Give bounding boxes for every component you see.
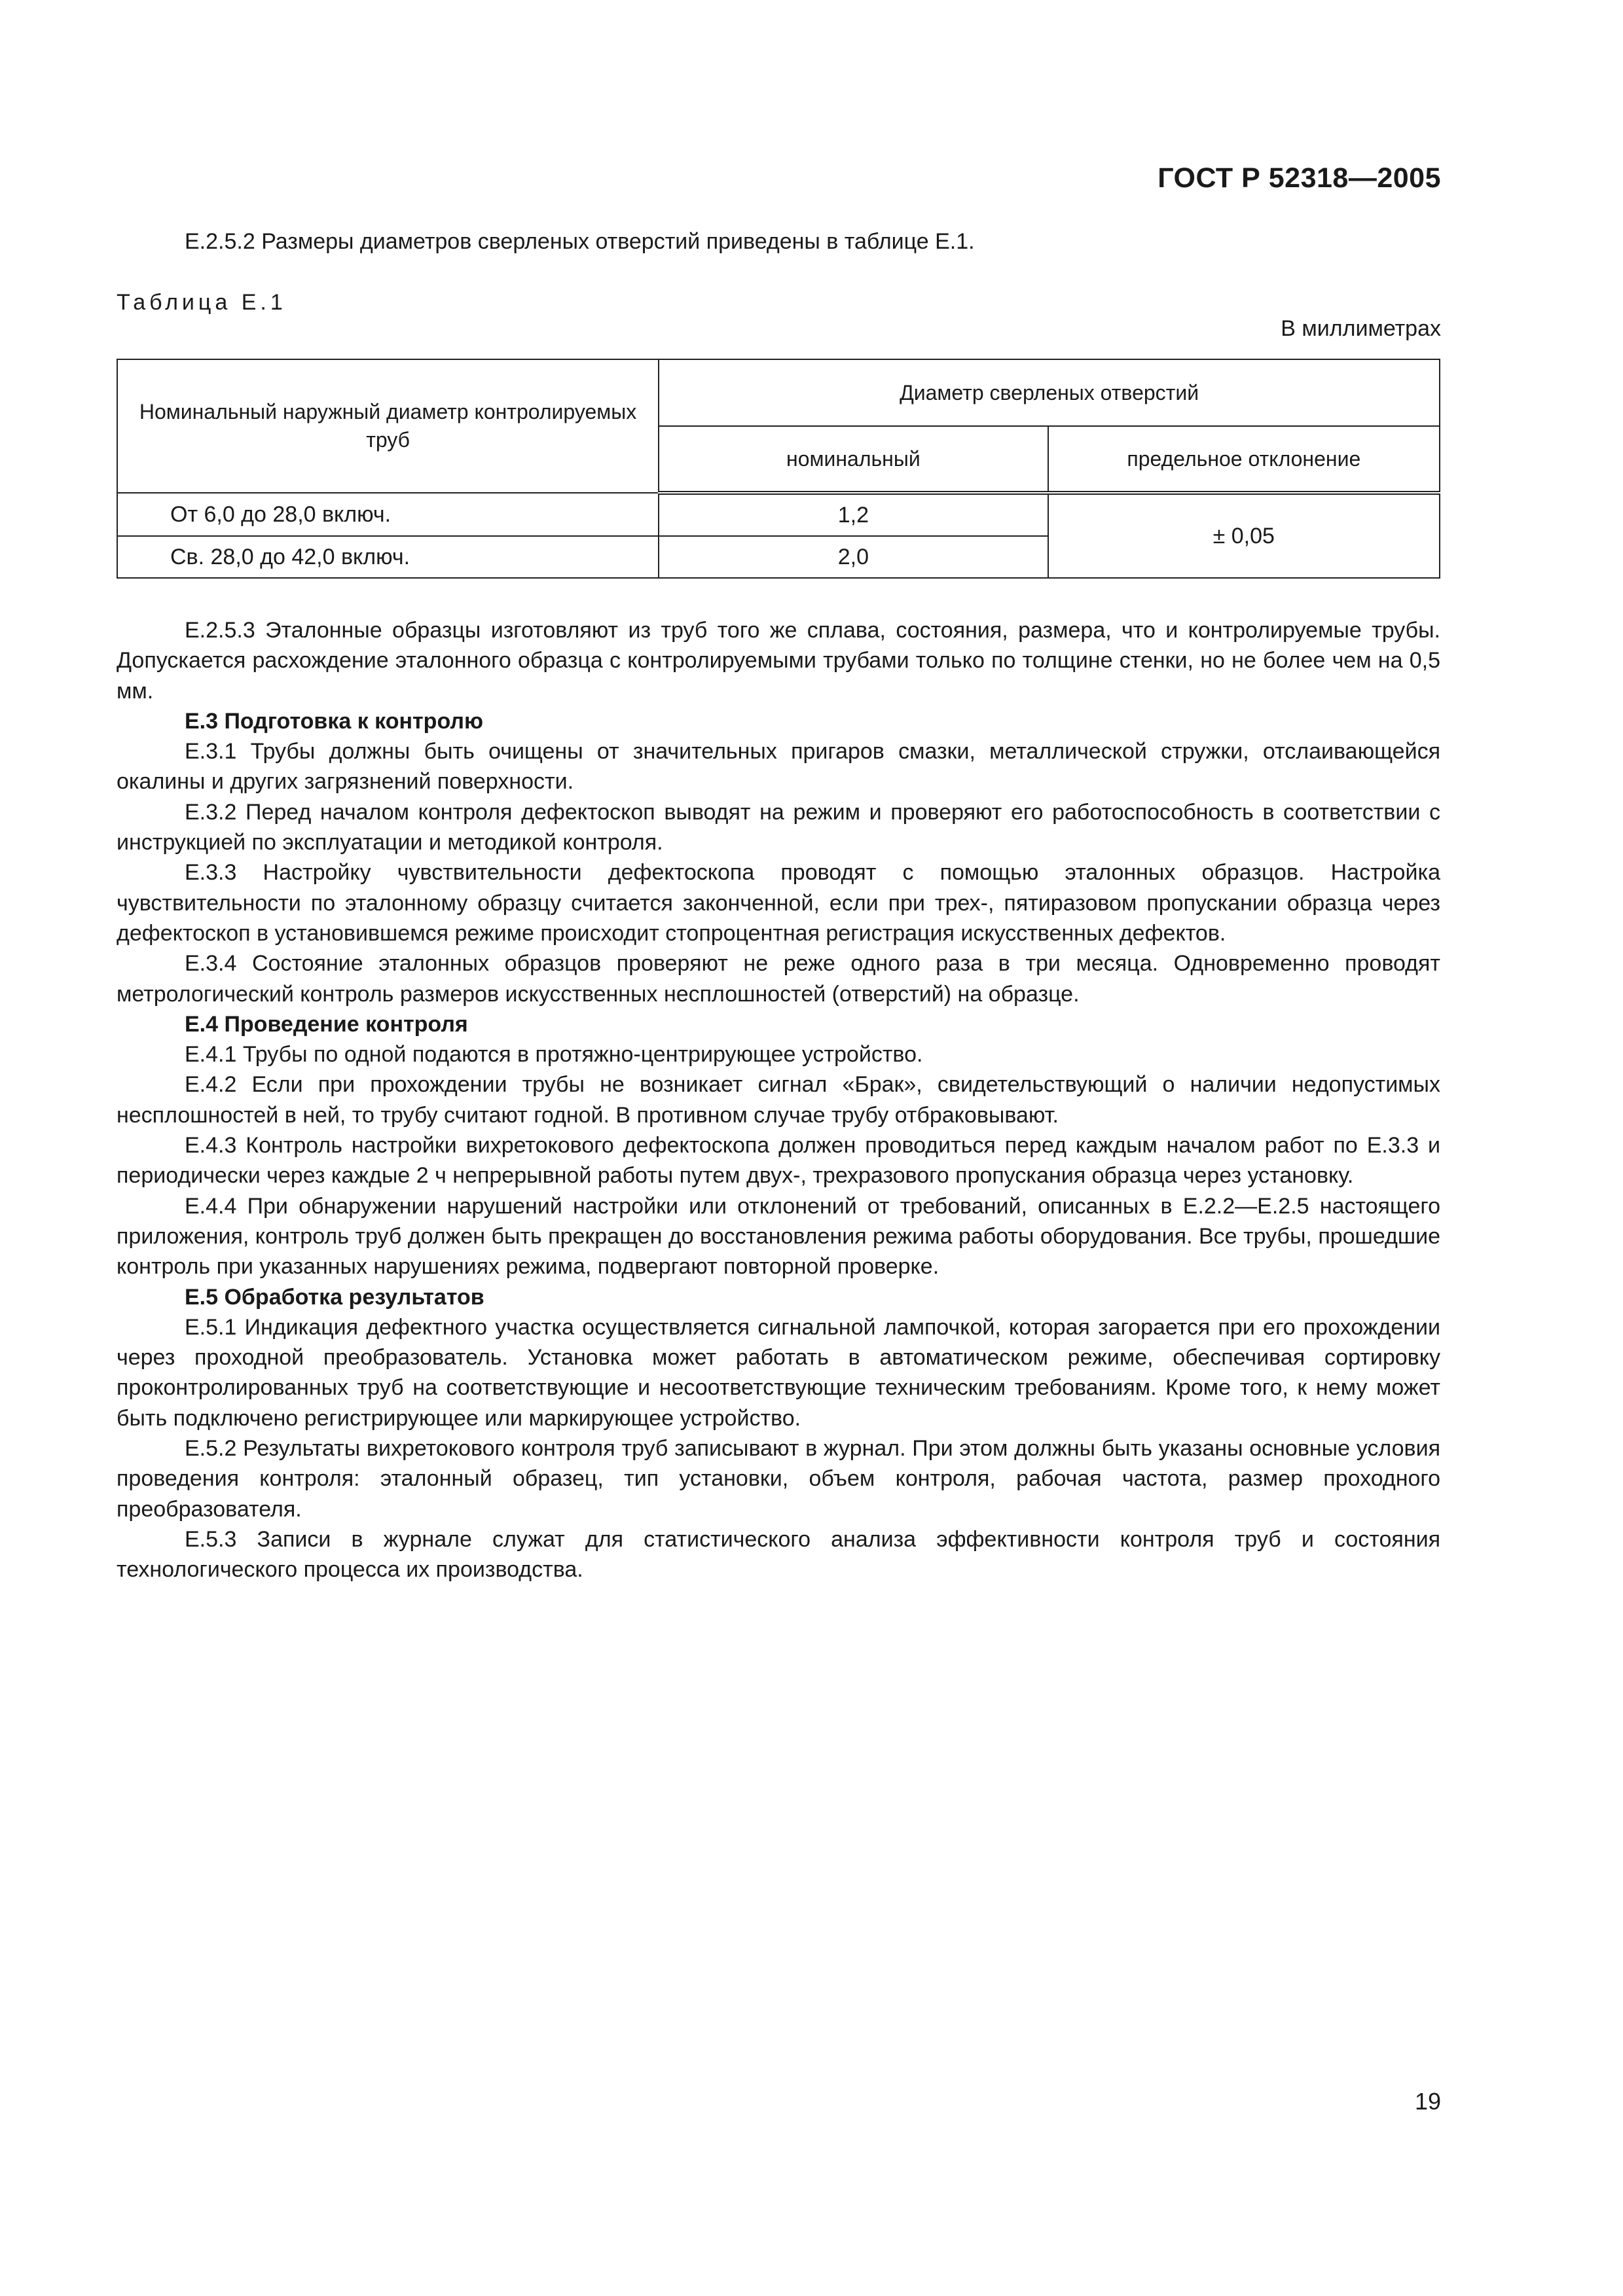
- tolerance-cell: ± 0,05: [1048, 493, 1440, 578]
- header-tolerance: предельное отклонение: [1048, 426, 1440, 493]
- paragraph-e-5-2: Е.5.2 Результаты вихретокового контроля труб записывают в журнал. При этом должны быть указаны основные условия проведения контроля: эталонный образец, тип установки, объем контроля, рабочая частота, размер проходного преобразователя.: [117, 1436, 1440, 1522]
- paragraph-e-2-5-3: Е.2.5.3 Эталонные образцы изготовляют из труб того же сплава, состояния, размера, что и контролируемые трубы. Допускается расхождение эталонного образца с контролируемыми трубами только по толщине стенки, но не более чем на 0,5 мм.: [117, 618, 1440, 704]
- row-nominal: 1,2: [659, 493, 1048, 536]
- paragraph-e-5-1: Е.5.1 Индикация дефектного участка осуществляется сигнальной лампочкой, которая загорается при его прохождении через проходной преобразователь. Установка может работать в автоматическом режиме, обеспечивая сортировку проконтролированных труб на соответствующие и несоответствующие техническим требованиям. Кроме того, к нему может быть подключено регистрирующее или маркирующее устройство.: [117, 1314, 1440, 1431]
- paragraph-e-3-4: Е.3.4 Состояние эталонных образцов проверяют не реже одного раза в три месяца. Одновременно проводят метрологический контроль размеров искусственных несплошностей (отверстий) на образце.: [117, 951, 1440, 1007]
- section-heading-e-3: Е.3 Подготовка к контролю: [185, 708, 484, 734]
- table-units: В миллиметрах: [1281, 316, 1441, 341]
- paragraph-e-4-1: Е.4.1 Трубы по одной подаются в протяжно-центрирующее устройство.: [185, 1042, 923, 1067]
- table-row: [117, 493, 1440, 536]
- paragraph-e-4-3: Е.4.3 Контроль настройки вихретокового дефектоскопа должен проводиться перед каждым началом работ по Е.3.3 и периодически через каждые 2 ч непрерывной работы путем двух-, трехразового пропускания образца через установку.: [117, 1133, 1440, 1189]
- paragraph-e-3-1: Е.3.1 Трубы должны быть очищены от значительных пригаров смазки, металлической стружки, отслаивающейся окалины и других загрязнений поверхности.: [117, 739, 1440, 795]
- row-range: От 6,0 до 28,0 включ.: [117, 493, 659, 536]
- header-nominal: номинальный: [659, 426, 1048, 493]
- section-heading-e-5: Е.5 Обработка результатов: [185, 1284, 484, 1310]
- table-caption: Таблица Е.1: [117, 290, 287, 315]
- row-range: Св. 28,0 до 42,0 включ.: [117, 536, 659, 578]
- header-drilled-hole-diameter: Диаметр сверленых отверстий: [659, 359, 1440, 426]
- intro-paragraph: Е.2.5.2 Размеры диаметров сверленых отверстий приведены в таблице Е.1.: [185, 229, 975, 254]
- page-number: 19: [1414, 2088, 1441, 2115]
- spec-table: [117, 359, 1440, 579]
- paragraph-e-4-4: Е.4.4 При обнаружении нарушений настройки или отклонений от требований, описанных в Е.2.2—Е.2.5 настоящего приложения, контроль труб должен быть прекращен до восстановления режима работы оборудования. Все трубы, прошедшие контроль при указанных нарушениях режима, подвергают повторной проверке.: [117, 1193, 1440, 1280]
- paragraph-e-3-3: Е.3.3 Настройку чувствительности дефектоскопа проводят с помощью эталонных образцов. Настройка чувствительности по эталонному образцу считается законченной, если при трех-, пятиразовом пропускании образца через дефектоскоп в установившемся режиме происходит стопроцентная регистрация искусственных дефектов.: [117, 860, 1440, 946]
- paragraph-e-3-2: Е.3.2 Перед началом контроля дефектоскоп выводят на режим и проверяют его работоспособность в соответствии с инструкцией по эксплуатации и методикой контроля.: [117, 799, 1440, 855]
- row-nominal: 2,0: [659, 536, 1048, 578]
- section-heading-e-4: Е.4 Проведение контроля: [185, 1011, 468, 1037]
- document-header: ГОСТ Р 52318—2005: [1158, 162, 1441, 194]
- body-text: [117, 615, 1440, 1585]
- paragraph-e-5-3: Е.5.3 Записи в журнале служат для статистического анализа эффективности контроля труб и состояния технологического процесса их производства.: [117, 1526, 1440, 1583]
- paragraph-e-4-2: Е.4.2 Если при прохождении трубы не возникает сигнал «Брак», свидетельствующий о наличии недопустимых несплошностей в ней, то трубу считают годной. В противном случае трубу отбраковывают.: [117, 1072, 1440, 1128]
- header-nominal-outer-diameter: Номинальный наружный диаметр контролируемых труб: [117, 359, 659, 493]
